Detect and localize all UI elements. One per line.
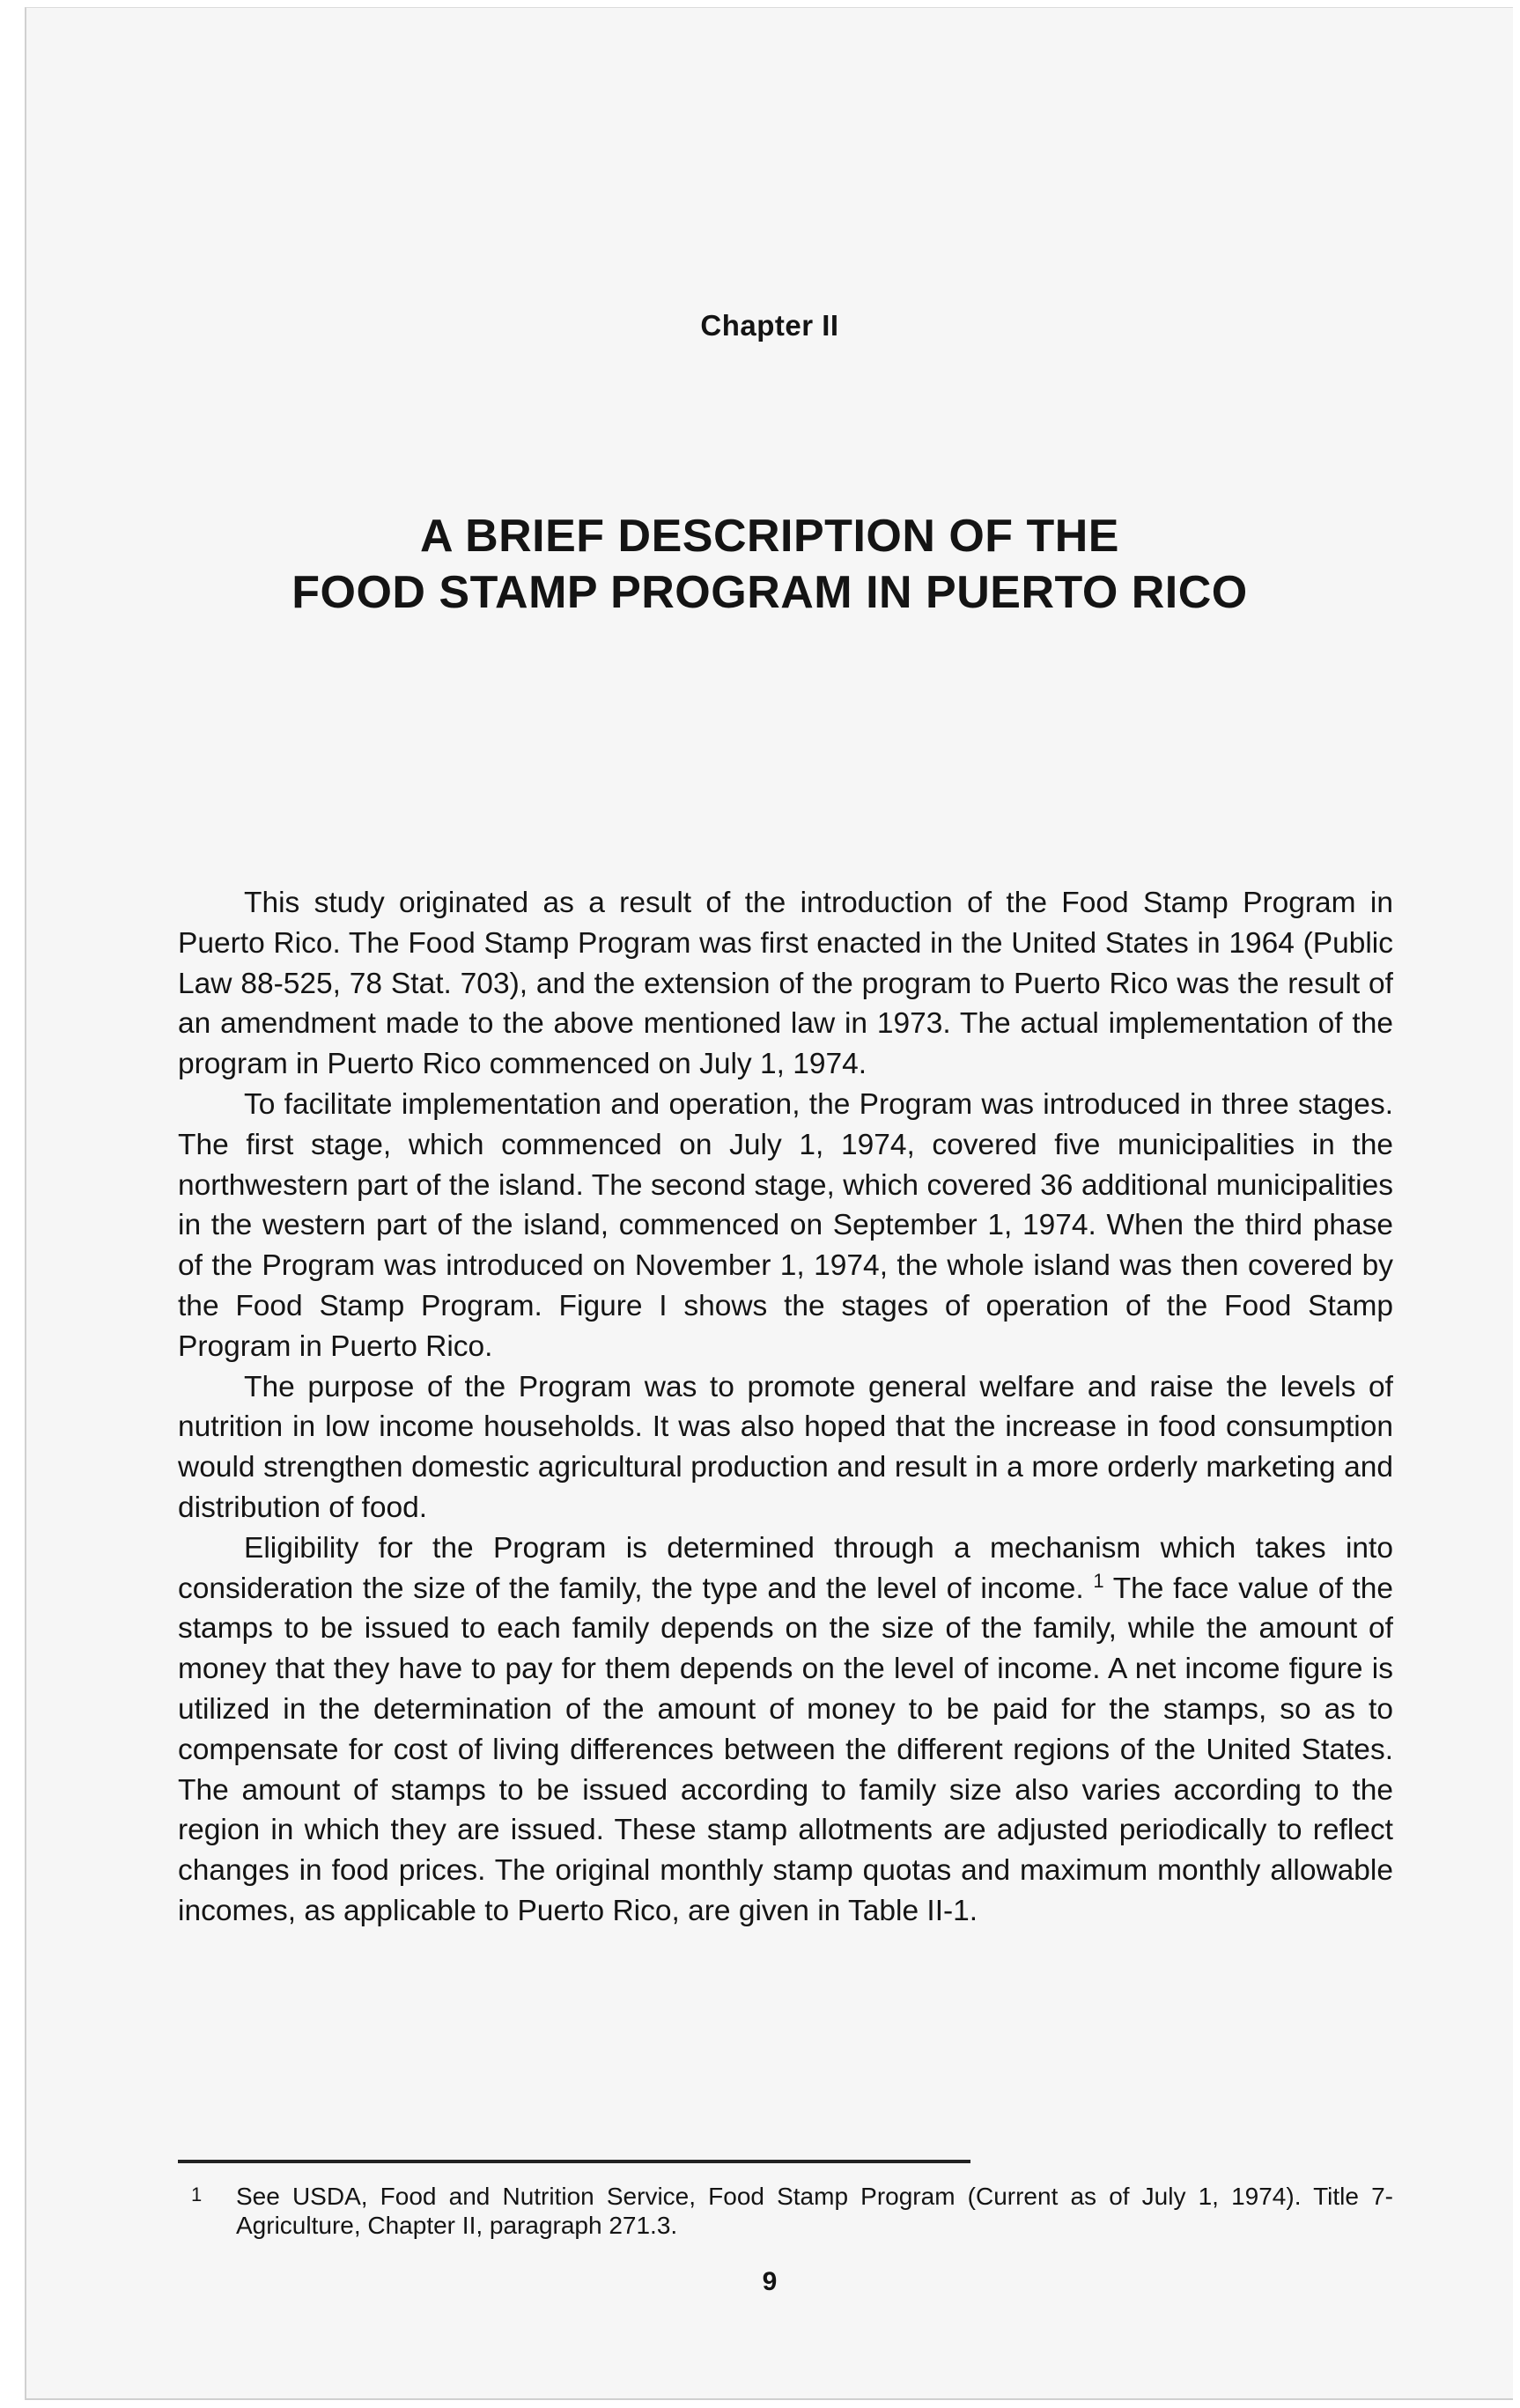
chapter-label: Chapter II — [700, 309, 839, 342]
paragraph-4-part-2: The face value of the stamps to be issued to each family depends on the size of the family, while the amount of money that they have to pay for them depends on the level of income. A net income figure is utilized in the determination of the amount of money to be paid for the stamps, so as to compensate for cost of living differences between the different regions of the United States. The amount of stamps to be issued according to family size also varies according to the region in which they are issued. These stamp allotments are adjusted periodically to reflect changes in food prices. The original monthly stamp quotas and maximum monthly allowable incomes, as applicable to Puerto Rico, are given in Table II-1. — [178, 1572, 1393, 1927]
body-text — [178, 883, 1393, 1932]
title-line-1: A BRIEF DESCRIPTION OF THE — [420, 511, 1119, 562]
page-title — [26, 508, 1513, 621]
paragraph-2: To facilitate implementation and operation, the Program was introduced in three stages. The first stage, which commenced on July 1, 1974, covered five municipalities in the northwestern part of the island. The second stage, which covered 36 additional municipalities in the western part of the island, commenced on September 1, 1974. When the third phase of the Program was introduced on November 1, 1974, the whole island was then covered by the Food Stamp Program. Figure I shows the stages of operation of the Food Stamp Program in Puerto Rico. — [178, 1087, 1393, 1363]
footnote-reference: 1 — [1093, 1569, 1104, 1592]
paragraph-4 — [178, 1528, 1393, 1932]
footnote-divider — [178, 2160, 970, 2163]
footnote-number: 1 — [191, 2183, 203, 2205]
title-line-2: FOOD STAMP PROGRAM IN PUERTO RICO — [291, 567, 1248, 618]
footnote-text: See USDA, Food and Nutrition Service, Food Stamp Program (Current as of July 1, 1974). Title 7-Agriculture, Chapter II, paragraph 271.3. — [236, 2183, 1393, 2239]
paragraph-4-part-1: Eligibility for the Program is determined through a mechanism which takes into consideration the size of the family, the type and the level of income. — [178, 1531, 1393, 1605]
document-page — [25, 7, 1513, 2400]
footnote — [178, 2182, 1393, 2240]
paragraph-3: The purpose of the Program was to promote general welfare and raise the levels of nutrition in low income households. It was also hoped that the increase in food consumption would strengthen domestic agricultural production and result in a more orderly marketing and distribution of food. — [178, 1370, 1393, 1524]
paragraph-1: This study originated as a result of the introduction of the Food Stamp Program in Puerto Rico. The Food Stamp Program was first enacted in the United States in 1964 (Public Law 88-525, 78 Stat. 703), and the extension of the program to Puerto Rico was the result of an amendment made to the above mentioned law in 1973. The actual implementation of the program in Puerto Rico commenced on July 1, 1974. — [178, 887, 1393, 1081]
page-number: 9 — [762, 2267, 778, 2296]
